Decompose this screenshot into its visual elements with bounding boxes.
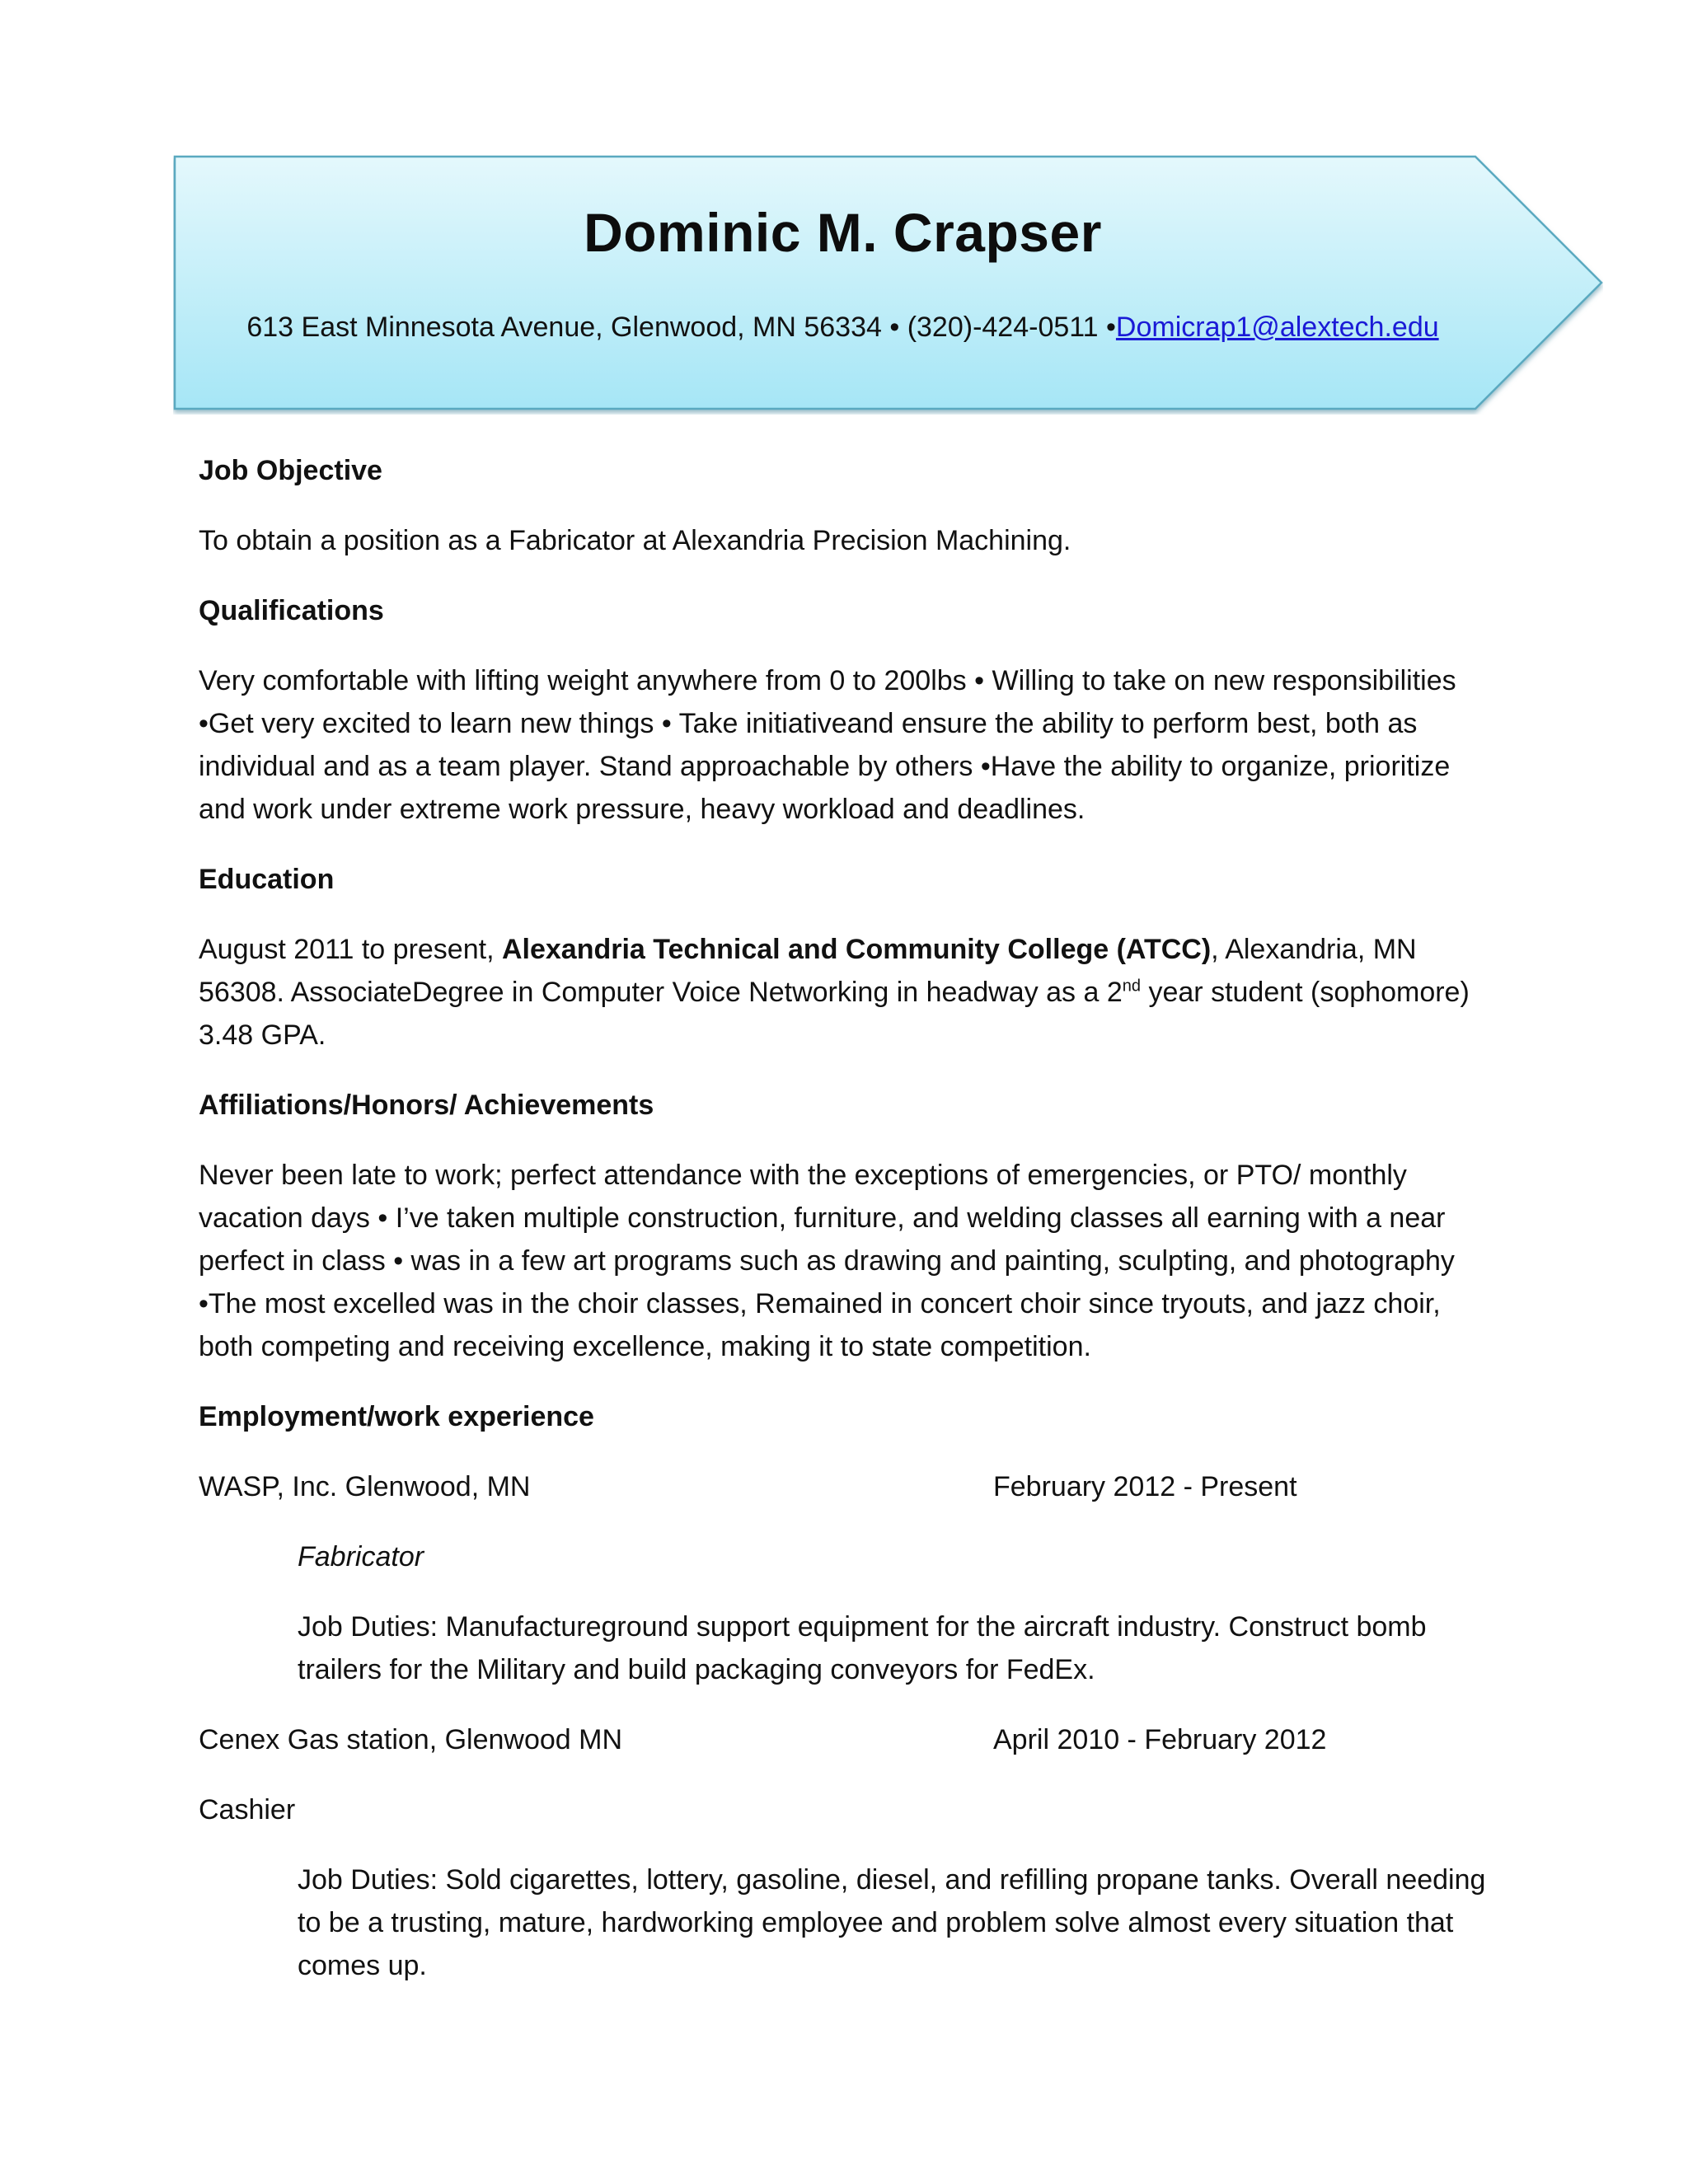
contact-line <box>173 312 1512 344</box>
job-dates: February 2012 - Present <box>993 1471 1297 1502</box>
job-row <box>199 1718 1501 1761</box>
resume-body <box>199 449 1501 2014</box>
education-text <box>199 928 1501 1057</box>
education-rest: year student (sophomore) 3.48 GPA. <box>199 977 1470 1051</box>
education-heading: Education <box>199 864 335 895</box>
objective-heading: Job Objective <box>199 455 382 486</box>
email-link[interactable]: Domicrap1@alextech.edu <box>1115 312 1439 343</box>
job-duties: Job Duties: Sold cigarettes, lottery, gasoline, diesel, and refilling propane tanks. Overall needing to be a trusting, mature, hardworking employee and problem solve almost every situation that comes up. <box>298 1864 1486 1981</box>
job-employer: WASP, Inc. Glenwood, MN <box>199 1471 531 1502</box>
affiliations-heading: Affiliations/Honors/ Achievements <box>199 1090 654 1121</box>
job-duties: Job Duties: Manufactureground support equipment for the aircraft industry. Construct bomb trailers for the Military and build packaging conveyors for FedEx. <box>298 1611 1427 1685</box>
candidate-name: Dominic M. Crapser <box>584 202 1102 263</box>
contact-address-phone: 613 East Minnesota Avenue, Glenwood, MN 56334 • (320)-424-0511 • <box>246 312 1116 343</box>
qualifications-text: Very comfortable with lifting weight anywhere from 0 to 200lbs • Willing to take on new responsibilities •Get very excited to learn new things • Take initiativeand ensure the ability to perform best, both as individual and as a team player. Stand approachable by others •Have the ability to organize, prioritize and work under extreme work pressure, heavy workload and deadlines. <box>199 665 1456 825</box>
job-employer: Cenex Gas station, Glenwood MN <box>199 1724 623 1755</box>
job-title: Fabricator <box>298 1541 424 1572</box>
header-banner <box>173 155 1603 415</box>
affiliations-text: Never been late to work; perfect attendance with the exceptions of emergencies, or PTO/ monthly vacation days • I’ve taken multiple construction, furniture, and welding classes all earning with a near perfect in class • was in a few art programs such as drawing and painting, sculpting, and photography •The most excelled was in the choir classes, Remained in concert choir since tryouts, and jazz choir, both competing and receiving excellence, making it to state competition. <box>199 1160 1455 1362</box>
education-school: Alexandria Technical and Community College (ATCC) <box>501 934 1212 965</box>
qualifications-heading: Qualifications <box>199 595 384 626</box>
education-date: August 2011 to present, <box>199 934 502 965</box>
banner-arrow-shape <box>173 155 1603 415</box>
job-dates: April 2010 - February 2012 <box>993 1724 1327 1755</box>
job-row <box>199 1465 1501 1508</box>
job-title: Cashier <box>199 1794 296 1825</box>
employment-heading: Employment/work experience <box>199 1401 594 1432</box>
education-location: , Alexandria, MN 56308. AssociateDegree in Computer Voice Networking in headway as a 2 <box>199 934 1417 1008</box>
objective-text: To obtain a position as a Fabricator at Alexandria Precision Machining. <box>199 525 1071 556</box>
ordinal-suffix: nd <box>1122 977 1142 996</box>
